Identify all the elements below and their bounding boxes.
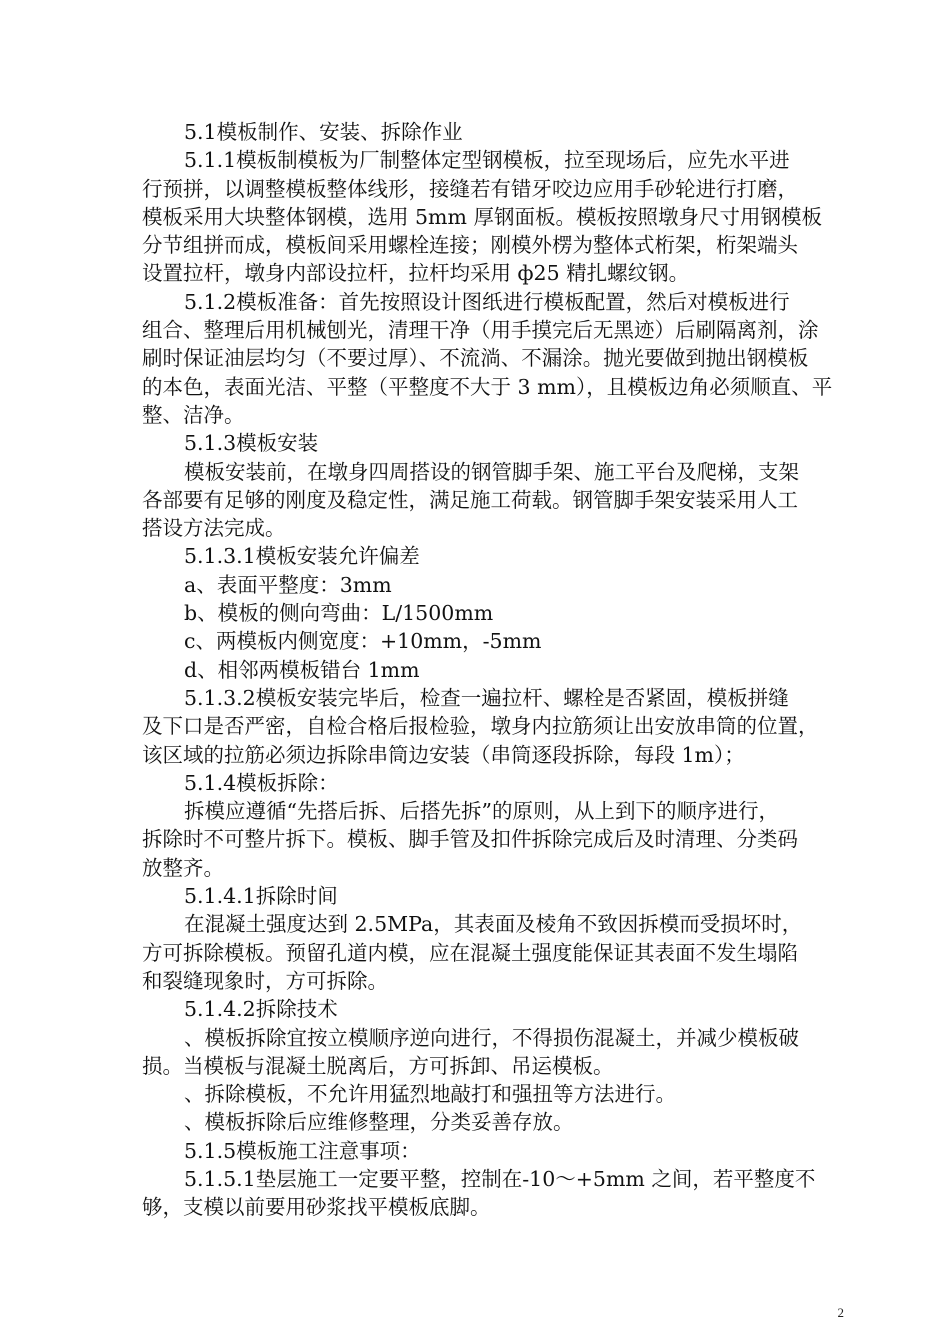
- text-line: a、表面平整度：3mm: [184, 572, 392, 597]
- text-line: 及下口是否严密，自检合格后报检验，墩身内拉筋须让出安放串筒的位置，: [142, 714, 819, 739]
- text-line: 、模板拆除后应维修整理，分类妥善存放。: [184, 1110, 574, 1135]
- text-line: 5.1.3.1模板安装允许偏差: [184, 544, 420, 569]
- text-line: 整、洁净。: [142, 402, 245, 427]
- text-line: 分节组拼而成，模板间采用螺栓连接；刚模外楞为整体式桁架，桁架端头: [142, 233, 798, 258]
- text-line: c、两模板内侧宽度：+10mm，-5mm: [184, 629, 542, 654]
- page-number: 2: [837, 1305, 844, 1320]
- text-line: 5.1模板制作、安装、拆除作业: [184, 120, 463, 144]
- text-line: 行预拼，以调整模板整体线形，接缝若有错牙咬边应用手砂轮进行打磨，: [142, 176, 798, 201]
- text-line: d、相邻两模板错台 1mm: [184, 657, 420, 682]
- text-line: 、拆除模板，不允许用猛烈地敲打和强扭等方法进行。: [184, 1082, 676, 1107]
- text-line: 5.1.1模板制模板为厂制整体定型钢模板，拉至现场后，应先水平进: [184, 148, 790, 173]
- text-line: 拆除时不可整片拆下。模板、脚手管及扣件拆除完成后及时清理、分类码: [142, 827, 798, 852]
- text-line: 够，支模以前要用砂浆找平模板底脚。: [142, 1195, 491, 1220]
- body-text: [142, 118, 842, 1222]
- text-line: 模板采用大块整体钢模，选用 5mm 厚钢面板。模板按照墩身尺寸用钢模板: [142, 204, 822, 229]
- text-line: 5.1.5.1垫层施工一定要平整，控制在-10～+5mm 之间，若平整度不: [184, 1166, 816, 1191]
- text-line: 、模板拆除宜按立模顺序逆向进行，不得损伤混凝土，并减少模板破: [184, 1025, 799, 1050]
- text-line: 设置拉杆，墩身内部设拉杆，拉杆均采用 ф25 精扎螺纹钢。: [142, 261, 690, 286]
- text-line: 5.1.4模板拆除：: [184, 770, 339, 795]
- text-line: 拆模应遵循“先搭后拆、后搭先拆”的原则，从上到下的顺序进行，: [184, 799, 779, 824]
- text-line: 5.1.3.2模板安装完毕后，检查一遍拉杆、螺栓是否紧固，模板拼缝: [184, 685, 789, 710]
- text-line: 5.1.2模板准备：首先按照设计图纸进行模板配置，然后对模板进行: [184, 289, 790, 314]
- text-line: 5.1.4.2拆除技术: [184, 997, 338, 1022]
- text-line: 刷时保证油层均匀（不要过厚）、不流淌、不漏涂。抛光要做到抛出钢模板: [142, 346, 809, 371]
- text-line: 5.1.4.1拆除时间: [184, 884, 338, 909]
- text-line: 5.1.3模板安装: [184, 431, 319, 456]
- text-line: b、模板的侧向弯曲：L/1500mm: [184, 601, 494, 626]
- text-line: 模板安装前，在墩身四周搭设的钢管脚手架、施工平台及爬梯，支架: [184, 459, 799, 484]
- text-line: 放整齐。: [142, 855, 224, 880]
- text-line: 5.1.5模板施工注意事项：: [184, 1138, 421, 1163]
- text-line: 组合、整理后用机械刨光，清理干净（用手摸完后无黑迹）后刷隔离剂，涂: [142, 318, 819, 343]
- text-line: 该区域的拉筋必须边拆除串筒边安装（串筒逐段拆除，每段 1m）；: [142, 742, 745, 767]
- text-line: 搭设方法完成。: [142, 516, 286, 541]
- text-line: 损。当模板与混凝土脱离后，方可拆卸、吊运模板。: [142, 1053, 614, 1078]
- text-line: 和裂缝现象时，方可拆除。: [142, 968, 388, 993]
- text-line: 的本色，表面光洁、平整（平整度不大于 3 mm），且模板边角必须顺直、平: [142, 374, 833, 399]
- text-line: 方可拆除模板。预留孔道内模，应在混凝土强度能保证其表面不发生塌陷: [142, 940, 798, 965]
- text-line: 各部要有足够的刚度及稳定性，满足施工荷载。钢管脚手架安装采用人工: [142, 487, 798, 512]
- text-line: 在混凝土强度达到 2.5MPa，其表面及棱角不致因拆模而受损坏时，: [184, 912, 803, 937]
